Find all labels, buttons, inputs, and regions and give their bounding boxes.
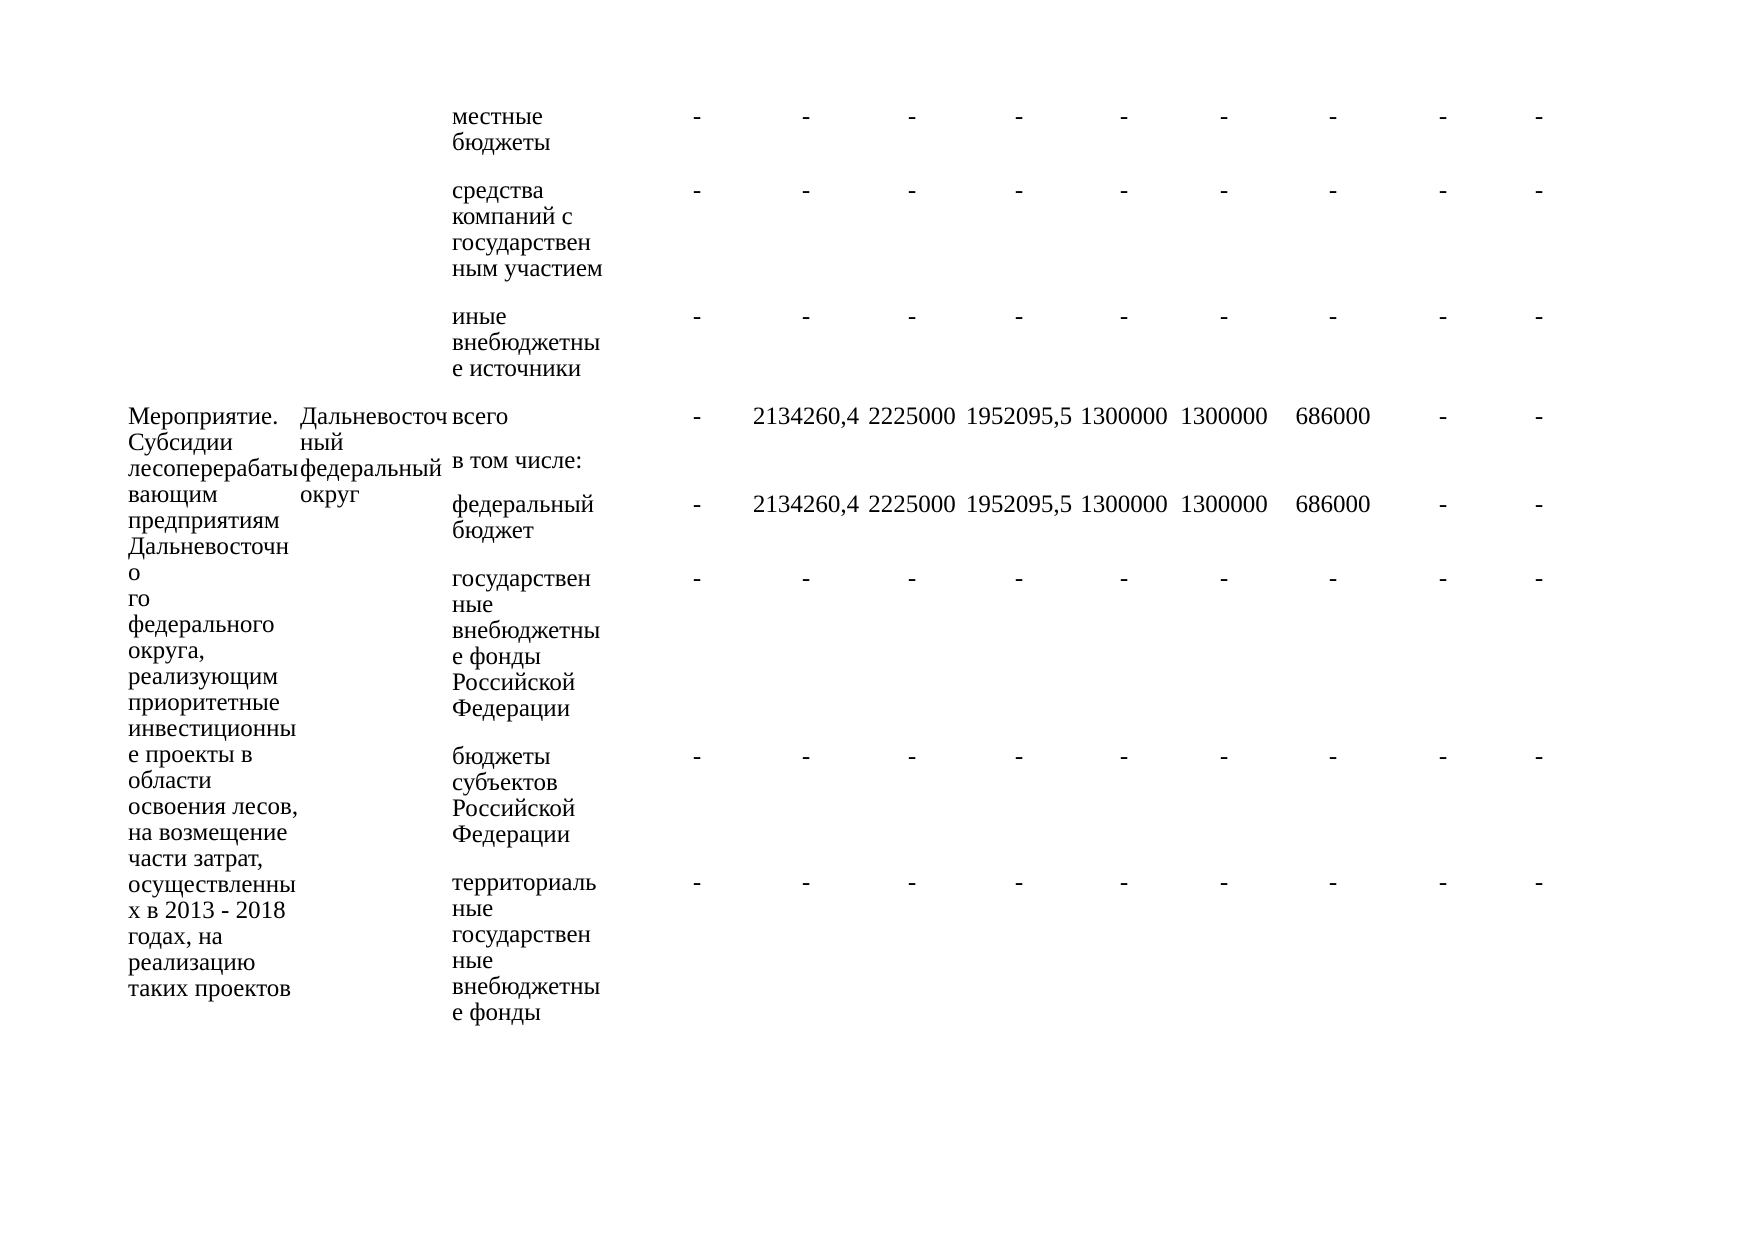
measure-line: реализующим bbox=[128, 663, 279, 690]
cell-value: 2225000 bbox=[868, 403, 956, 430]
measure-line: округа, bbox=[128, 637, 205, 664]
cell-value: - bbox=[1438, 743, 1448, 770]
measure-line: Дальневосточно bbox=[128, 533, 289, 586]
measure-line: осуществленны bbox=[128, 871, 296, 898]
cell-value: - bbox=[692, 743, 702, 770]
source-line: внебюджетны bbox=[452, 617, 601, 644]
cell-value bbox=[1174, 448, 1274, 492]
budget-table bbox=[128, 104, 1584, 1048]
cell-measure bbox=[128, 304, 300, 404]
cell-region bbox=[300, 304, 452, 404]
cell-value: - bbox=[692, 565, 702, 592]
cell-value bbox=[1494, 448, 1584, 492]
cell-value: 1300000 bbox=[1080, 491, 1168, 518]
cell-value: - bbox=[1014, 565, 1024, 592]
source-line: федеральный bbox=[452, 491, 595, 518]
measure-line: инвестиционны bbox=[128, 715, 297, 742]
cell-value: - bbox=[1328, 743, 1338, 770]
source-line: местные bbox=[452, 103, 543, 130]
measure-line: Субсидии bbox=[128, 429, 233, 456]
cell-region-far-eastern-district bbox=[300, 404, 452, 1048]
cell-region bbox=[300, 178, 452, 304]
source-line: внебюджетны bbox=[452, 329, 601, 356]
cell-value: - bbox=[801, 303, 811, 330]
cell-value: - bbox=[1119, 869, 1129, 896]
region-line: федеральный bbox=[300, 455, 443, 482]
cell-value: 2225000 bbox=[868, 491, 956, 518]
source-line: Российской bbox=[452, 669, 576, 696]
cell-value: 1952095,5 bbox=[965, 403, 1073, 430]
cell-value: - bbox=[907, 177, 917, 204]
source-line: е фонды bbox=[452, 643, 541, 670]
cell-source-other-extrabudget bbox=[452, 304, 642, 404]
source-line: Российской bbox=[452, 795, 576, 822]
cell-value: - bbox=[1014, 869, 1024, 896]
cell-value: - bbox=[1438, 403, 1448, 430]
cell-value: - bbox=[1219, 743, 1229, 770]
cell-value: - bbox=[1534, 743, 1544, 770]
cell-source-state-funds bbox=[452, 566, 642, 744]
cell-value: - bbox=[1119, 303, 1129, 330]
table-row bbox=[128, 104, 1584, 178]
cell-measure bbox=[128, 104, 300, 178]
cell-value: 2134260,4 bbox=[752, 403, 860, 430]
cell-value: - bbox=[1438, 103, 1448, 130]
measure-line: е проекты в bbox=[128, 741, 253, 768]
cell-value bbox=[1074, 448, 1174, 492]
source-line: всего bbox=[452, 403, 509, 430]
cell-value bbox=[1392, 448, 1494, 492]
cell-value: 1300000 bbox=[1180, 491, 1268, 518]
source-line: субъектов bbox=[452, 769, 558, 796]
cell-value: - bbox=[1328, 565, 1338, 592]
cell-value: - bbox=[1219, 303, 1229, 330]
source-line: ные bbox=[452, 947, 494, 974]
cell-value: - bbox=[692, 403, 702, 430]
measure-line: таких проектов bbox=[128, 975, 292, 1002]
cell-value: - bbox=[1219, 565, 1229, 592]
cell-value: - bbox=[1438, 491, 1448, 518]
cell-value: - bbox=[907, 565, 917, 592]
cell-value: - bbox=[1534, 303, 1544, 330]
measure-line: части затрат, bbox=[128, 845, 264, 872]
cell-value: - bbox=[1328, 103, 1338, 130]
source-line: территориаль bbox=[452, 869, 597, 896]
cell-value: - bbox=[907, 103, 917, 130]
measure-line: вающим bbox=[128, 481, 218, 508]
table-row bbox=[128, 404, 1584, 448]
cell-value: - bbox=[1219, 869, 1229, 896]
cell-value: - bbox=[801, 177, 811, 204]
cell-value: - bbox=[1328, 869, 1338, 896]
cell-value: - bbox=[1119, 103, 1129, 130]
cell-value: - bbox=[1534, 565, 1544, 592]
source-line: внебюджетны bbox=[452, 973, 601, 1000]
cell-value: - bbox=[801, 869, 811, 896]
cell-value: 686000 bbox=[1295, 403, 1371, 430]
source-line: в том числе: bbox=[452, 447, 583, 474]
cell-value bbox=[964, 448, 1074, 492]
source-line: Федерации bbox=[452, 695, 571, 722]
measure-line: области bbox=[128, 767, 212, 794]
cell-value: - bbox=[1534, 491, 1544, 518]
cell-measure-subsidies bbox=[128, 404, 300, 1048]
cell-source-territorial-funds bbox=[452, 870, 642, 1048]
cell-value: - bbox=[1438, 565, 1448, 592]
cell-value: - bbox=[1119, 743, 1129, 770]
region-line: округ bbox=[300, 481, 360, 508]
cell-value: - bbox=[1328, 303, 1338, 330]
cell-value: - bbox=[907, 869, 917, 896]
measure-line: реализацию bbox=[128, 949, 256, 976]
measure-line: предприятиям bbox=[128, 507, 280, 534]
measure-line: освоения лесов, bbox=[128, 793, 299, 820]
source-line: средства bbox=[452, 177, 544, 204]
source-line: е источники bbox=[452, 355, 582, 382]
cell-value: - bbox=[692, 491, 702, 518]
source-line: бюджеты bbox=[452, 129, 551, 156]
cell-value: 2134260,4 bbox=[752, 491, 860, 518]
region-line: ный bbox=[300, 429, 344, 456]
source-line: государствен bbox=[452, 565, 591, 592]
measure-line: на возмещение bbox=[128, 819, 288, 846]
cell-source-local-budgets bbox=[452, 104, 642, 178]
source-line: Федерации bbox=[452, 821, 571, 848]
cell-value bbox=[860, 448, 964, 492]
cell-value: - bbox=[1534, 869, 1544, 896]
cell-value: 686000 bbox=[1295, 491, 1371, 518]
cell-value: - bbox=[801, 565, 811, 592]
source-line: компаний с bbox=[452, 203, 573, 230]
source-line: ные bbox=[452, 591, 494, 618]
cell-value: - bbox=[1119, 565, 1129, 592]
source-line: бюджеты bbox=[452, 743, 551, 770]
cell-value: - bbox=[1534, 103, 1544, 130]
cell-value: - bbox=[1014, 303, 1024, 330]
measure-line: лесоперерабаты bbox=[128, 455, 299, 482]
cell-value: - bbox=[692, 103, 702, 130]
cell-value: - bbox=[801, 743, 811, 770]
cell-value: - bbox=[692, 869, 702, 896]
source-line: ные bbox=[452, 895, 494, 922]
cell-source-subject-budgets bbox=[452, 744, 642, 870]
cell-value: - bbox=[692, 177, 702, 204]
measure-line: го bbox=[128, 585, 151, 612]
cell-value: - bbox=[1219, 177, 1229, 204]
cell-value: - bbox=[1438, 303, 1448, 330]
cell-value: - bbox=[907, 743, 917, 770]
cell-value: - bbox=[1438, 869, 1448, 896]
table-row bbox=[128, 178, 1584, 304]
cell-value: - bbox=[1014, 743, 1024, 770]
cell-value: 1300000 bbox=[1180, 403, 1268, 430]
cell-value: - bbox=[907, 303, 917, 330]
measure-line: годах, на bbox=[128, 923, 223, 950]
cell-value: - bbox=[1534, 177, 1544, 204]
cell-source-federal-budget bbox=[452, 492, 642, 566]
cell-measure bbox=[128, 178, 300, 304]
table-row bbox=[128, 304, 1584, 404]
cell-value: - bbox=[1219, 103, 1229, 130]
cell-value: - bbox=[1014, 103, 1024, 130]
measure-line: Мероприятие. bbox=[128, 403, 279, 430]
measure-line: приоритетные bbox=[128, 689, 280, 716]
cell-value: - bbox=[1534, 403, 1544, 430]
source-line: государствен bbox=[452, 229, 591, 256]
source-line: ным участием bbox=[452, 255, 603, 282]
region-line: Дальневосточ bbox=[300, 403, 448, 430]
cell-value: - bbox=[801, 103, 811, 130]
source-line: бюджет bbox=[452, 517, 534, 544]
cell-value bbox=[1274, 448, 1392, 492]
cell-value: - bbox=[1438, 177, 1448, 204]
measure-line: х в 2013 - 2018 bbox=[128, 897, 286, 924]
cell-value: - bbox=[1014, 177, 1024, 204]
source-line: иные bbox=[452, 303, 507, 330]
cell-value: 1952095,5 bbox=[965, 491, 1073, 518]
cell-value: - bbox=[692, 303, 702, 330]
cell-value: - bbox=[1119, 177, 1129, 204]
cell-region bbox=[300, 104, 452, 178]
cell-value: 1300000 bbox=[1080, 403, 1168, 430]
cell-source-including bbox=[452, 448, 642, 492]
source-line: е фонды bbox=[452, 999, 541, 1026]
cell-value: - bbox=[1328, 177, 1338, 204]
measure-line: федерального bbox=[128, 611, 275, 638]
cell-value bbox=[752, 448, 860, 492]
cell-source-total bbox=[452, 404, 642, 448]
cell-source-state-companies bbox=[452, 178, 642, 304]
cell-value bbox=[642, 448, 752, 492]
source-line: государствен bbox=[452, 921, 591, 948]
